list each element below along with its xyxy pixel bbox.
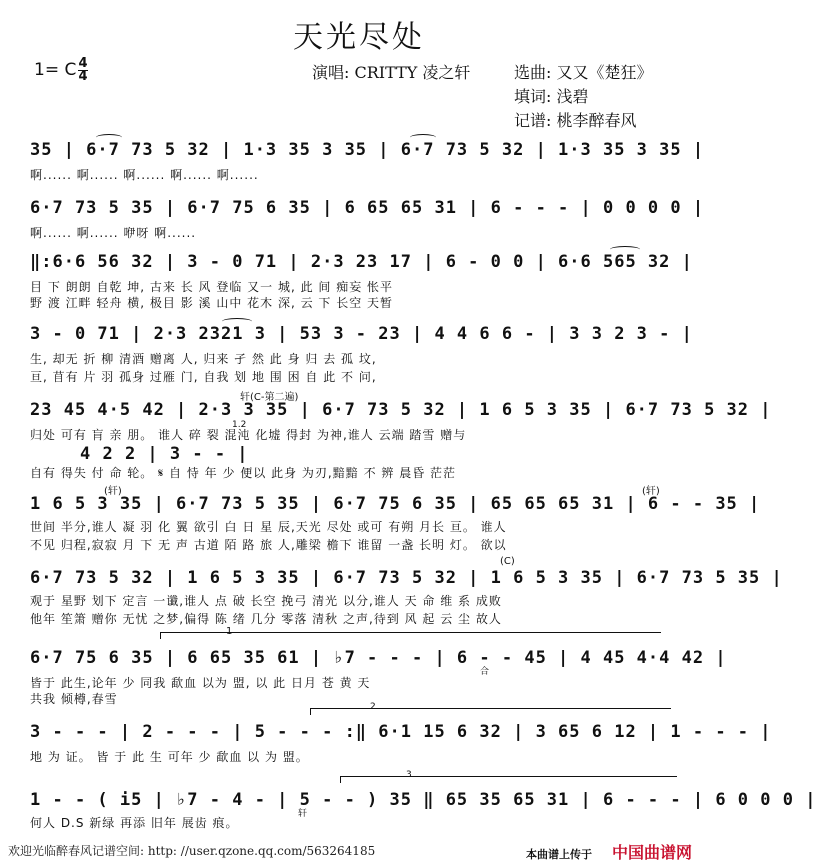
annotation-c-paren: (C) [500,556,515,567]
song-title: 天光尽处 [293,20,425,55]
slur [410,134,436,141]
lyrics-row-5-verse-1: 归处 可有 肓 亲 朋。 谁人 碎 裂 混沌 化墟 得封 为神,谁人 云端 踏雪 赠与 [30,428,467,442]
score-row-10: 1 - - ( i5 | ♭7 - 4 - | 5 - - ) 35 ‖ 65 35 65 31 | 6 - - - | 6 0 0 0 | [30,790,816,810]
score-row-5: 23 45 4·5 42 | 2·3 3 35 | 6·7 73 5 32 | 1 6 5 3 35 | 6·7 73 5 32 | [30,400,772,420]
score-row-1: 35 | 6·7 73 5 32 | 1·3 35 3 35 | 6·7 73 5 32 | 1·3 35 3 35 | [30,140,705,160]
annotation-volta-1: 1 [226,626,233,637]
score-row-5b: 4 2 2 | 3 - - | [80,444,249,464]
source-credit: 选曲: 又又《楚狂》 [514,63,653,82]
lyrics-row-8-verse-2: 共我 倾樽,春雪 [30,692,118,706]
score-row-8: 6·7 75 6 35 | 6 65 35 61 | ♭7 - - - | 6 - - 45 | 4 45 4·4 42 | [30,648,727,668]
score-row-4: 3 - 0 71 | 2·3 2321 3 | 53 3 - 23 | 4 4 6 6 - | 3 3 2 3 - | [30,324,693,344]
transcriber-credit: 记谱: 桃李醉春风 [514,111,637,130]
score-row-3: ‖:6·6 56 32 | 3 - 0 71 | 2·3 23 17 | 6 - 0 0 | 6·6 565 32 | [30,252,693,272]
lyrics-row-7-verse-1: 观于 星野 划下 定言 一谶,谁人 点 破 长空 挽弓 清光 以分,谁人 天 命 维 系 成败 [30,594,502,608]
site-logo-text: 中国曲谱网 [612,843,693,862]
volta-bracket-2 [310,708,671,715]
lyrics-row-10-verse-1: 何人 D.S 新绿 再添 旧年 展齿 痕。 [30,816,239,830]
lyrics-row-3-verse-1: 目 下 朗朗 自乾 坤, 古来 长 风 登临 又一 城, 此 间 痴妄 怅平 [30,280,394,294]
score-row-6: 1 6 5 3 35 | 6·7 73 5 35 | 6·7 75 6 35 | 65 65 65 31 | 6 - - 35 | [30,494,761,514]
annotation-xuan-2: (轩) [642,486,660,497]
score-row-7: 6·7 73 5 32 | 1 6 5 3 35 | 6·7 73 5 32 | 1 6 5 3 35 | 6·7 73 5 35 | [30,568,783,588]
score-row-2: 6·7 73 5 35 | 6·7 75 6 35 | 6 65 65 31 | 6 - - - | 0 0 0 0 | [30,198,705,218]
annotation-volta-12: 1.2 [232,420,247,430]
slur [96,134,122,141]
lyrics-row-2-verse-1: 啊...... 啊...... 咿呀 啊...... [30,226,197,240]
lyricist-credit: 填词: 浅碧 [514,87,589,106]
lyrics-row-5b: 自有 得失 付 命 轮。 𝄋 自 恃 年 少 便以 此身 为刃,黯黯 不 辨 晨昏 茫茫 [30,466,457,480]
singer-credit: 演唱: CRITTY 凌之轩 [312,63,471,82]
lyrics-row-4-verse-2: 亘, 苜有 片 羽 孤身 过雁 门, 自我 划 地 围 困 自 此 不 问, [30,370,377,384]
footer-note: 欢迎光临醉春风记谱空间: http: //user.qzone.qq.com/563264185 [8,844,376,858]
key-signature: 1= C [34,60,77,80]
annotation-volta-2: 2 [370,702,376,712]
lyrics-row-4-verse-1: 生, 却无 折 柳 清酒 赠离 人, 归来 孑 然 此 身 归 去 孤 坟, [30,352,377,366]
annotation-volta-3: 3 [406,770,412,780]
slur [610,246,640,253]
annotation-xuan-c: 轩(C-第二遍) [240,392,299,403]
annotation-xuan-short: 轩 [298,809,308,819]
score-row-9: 3 - - - | 2 - - - | 5 - - - :‖ 6·1 15 6 32 | 3 65 6 12 | 1 - - - | [30,722,772,742]
slur [222,318,252,325]
lyrics-row-6-verse-1: 世间 半分,谁人 凝 羽 化 翼 欲引 白 日 星 辰,天光 尽处 或可 有朔 月长 亘。 谁人 [30,520,507,534]
upload-note: 本曲谱上传于 [526,848,592,861]
lyrics-row-7-verse-2: 他年 笙箫 赠你 无忧 之梦,偏得 陈 绪 几分 零落 清秋 之声,待到 风 起 云 尘 故人 [30,612,502,626]
volta-bracket-1 [160,632,661,639]
volta-bracket-3 [340,776,677,783]
lyrics-row-3-verse-2: 野 渡 江畔 轻舟 横, 极目 影 溪 山中 花木 深, 云 下 长空 天暂 [30,296,394,310]
annotation-xuan-1: (轩) [104,486,122,497]
site-logo [612,840,692,863]
lyrics-row-8-verse-1: 皆于 此生,论年 少 同我 歃血 以为 盟, 以 此 日月 苍 黄 天 [30,676,371,690]
lyrics-row-9-verse-1: 地 为 证。 皆 于 此 生 可年 少 歃血 以 为 盟。 [30,750,309,764]
lyrics-row-6-verse-2: 不见 归程,寂寂 月 下 无 声 古道 陌 路 旅 人,雕梁 檐下 谁留 一盏 长明 灯。 欲以 [30,538,507,552]
lyrics-row-1-verse-1: 啊...... 啊...... 啊...... 啊...... 啊...... [30,168,259,182]
time-signature-top: 4 [78,56,88,71]
time-signature-bottom: 4 [78,69,88,84]
annotation-he-1: 合 [480,667,490,677]
time-signature [78,58,88,83]
